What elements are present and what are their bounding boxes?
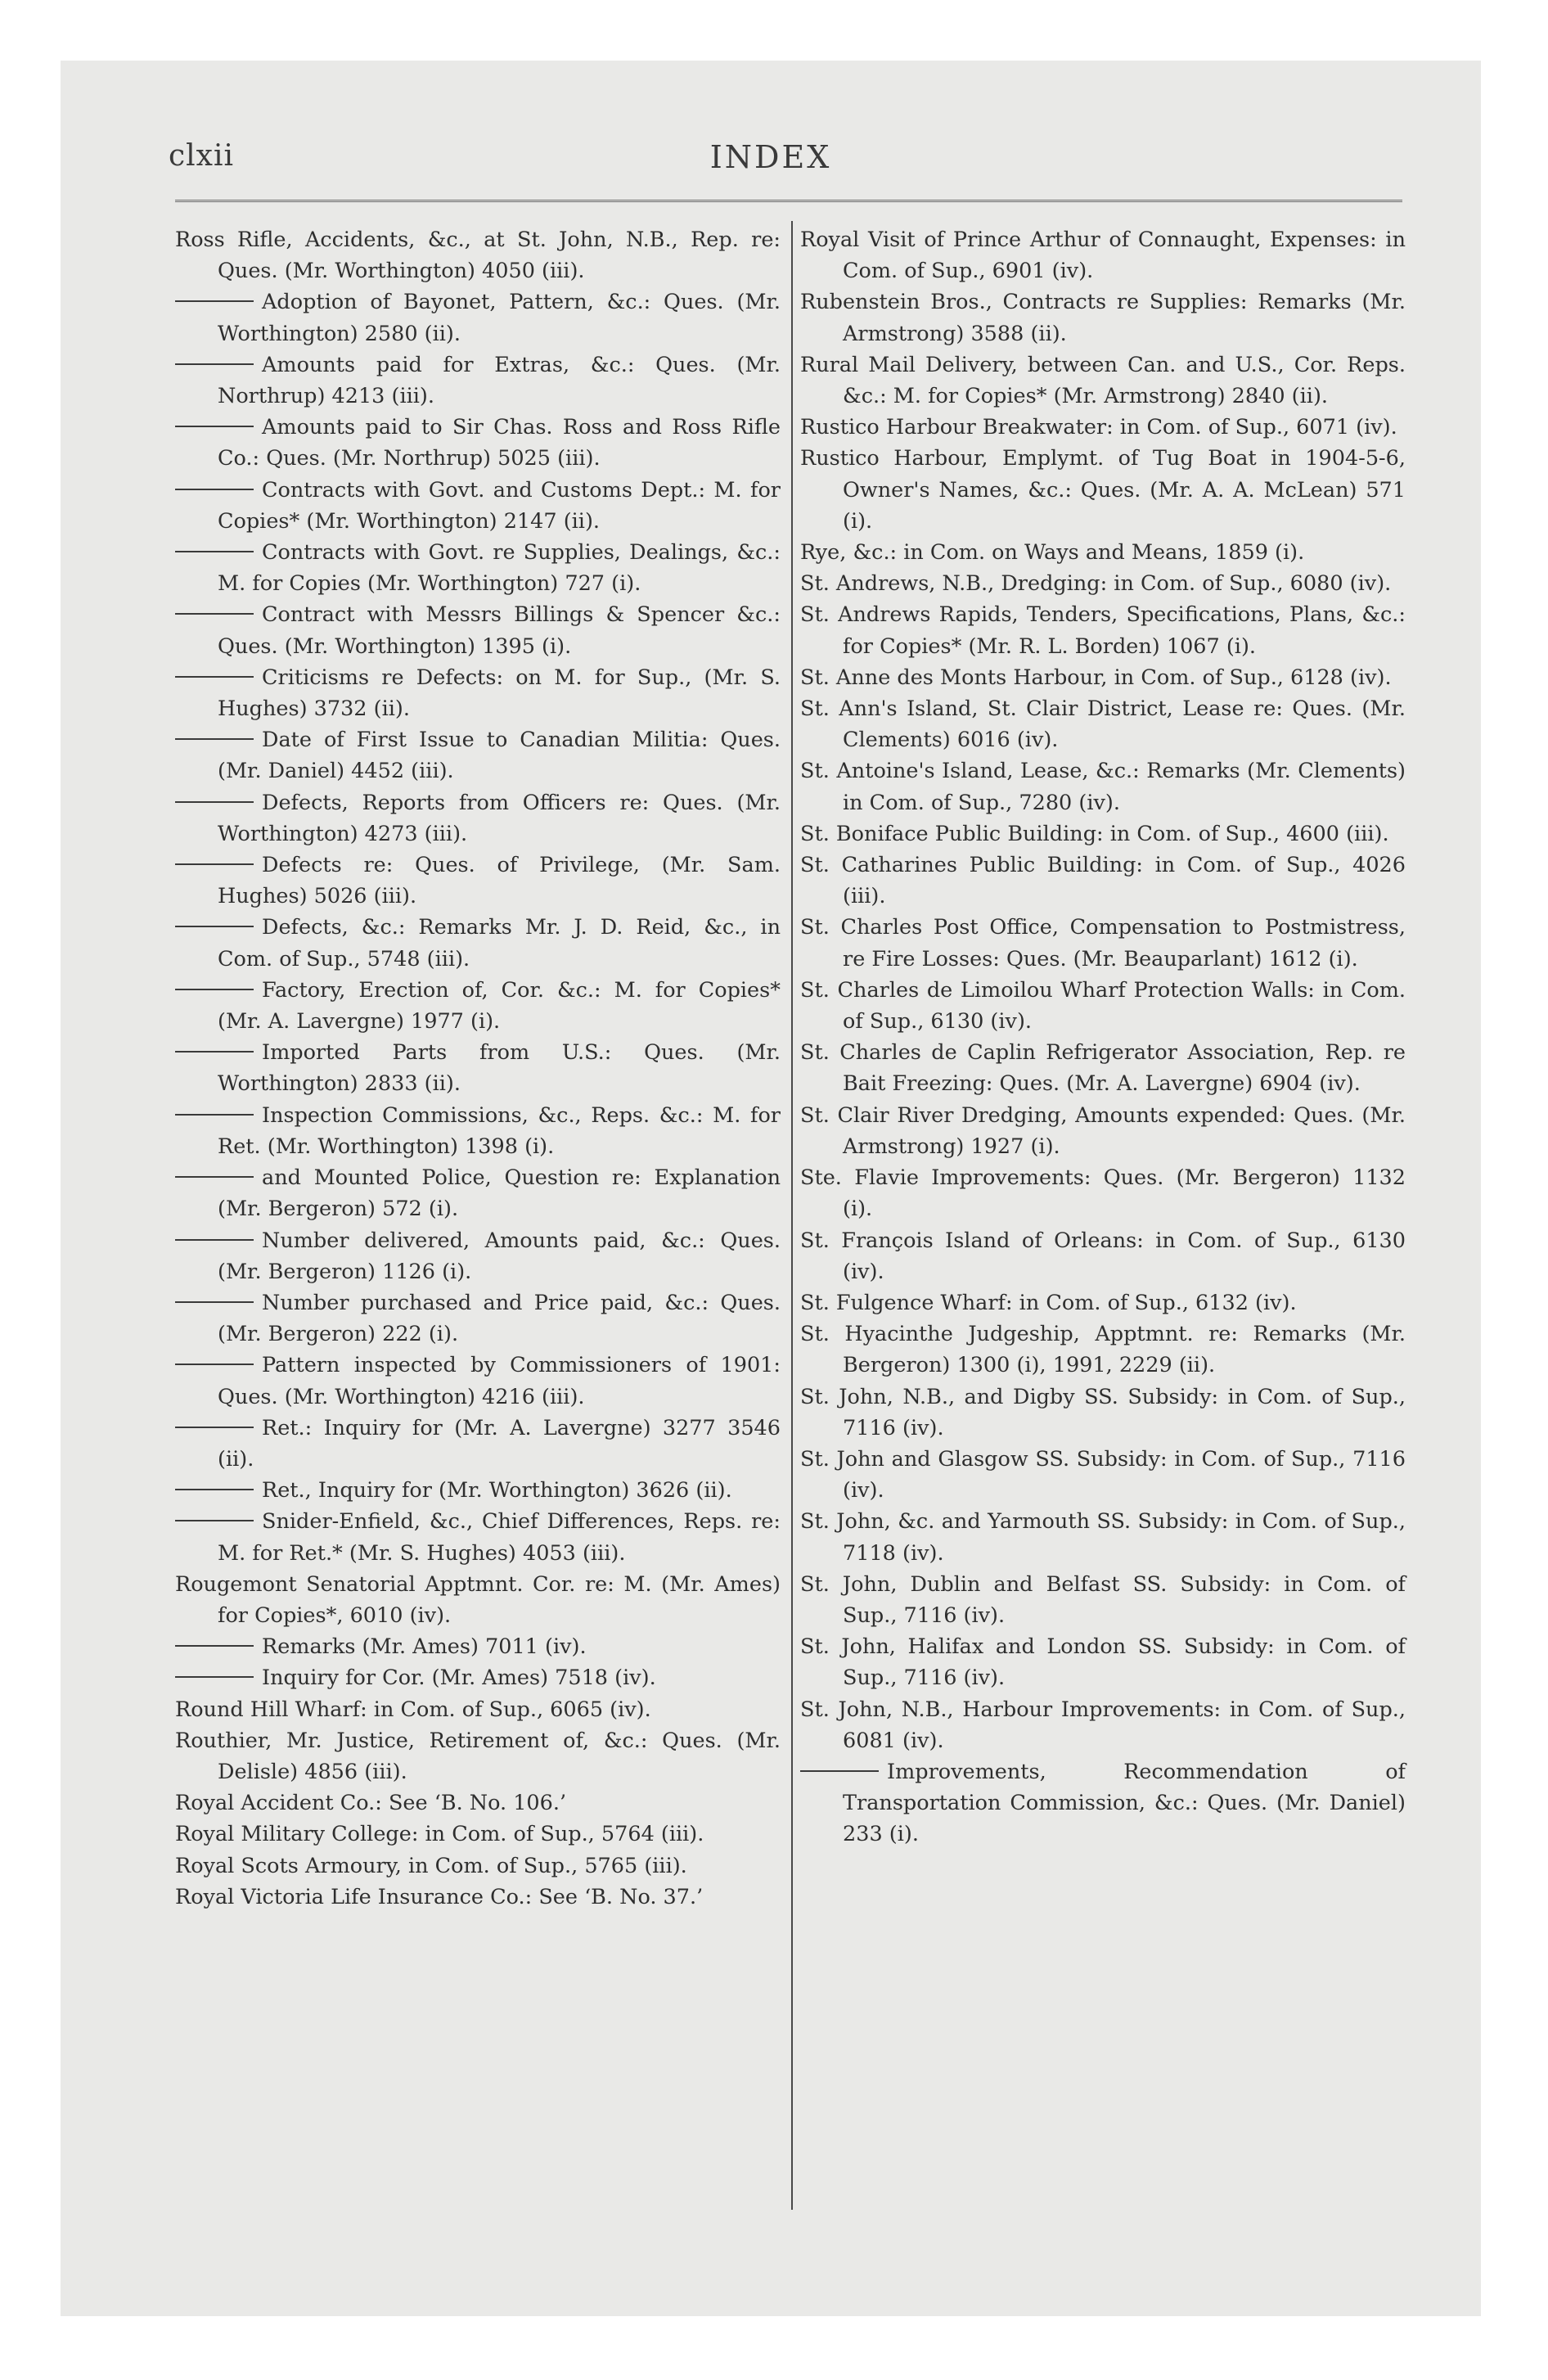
index-entry: St. Fulgence Wharf: in Com. of Sup., 6132 (iv). bbox=[800, 1290, 1297, 1315]
index-subentry: Defects re: Ques. of Privilege, (Mr. Sam. Hughes) 5026 (iii). bbox=[175, 850, 781, 912]
index-subentry: and Mounted Police, Question re: Explanation (Mr. Bergeron) 572 (i). bbox=[175, 1162, 781, 1224]
index-entry: Royal Victoria Life Insurance Co.: See ‘B. No. 37.’ bbox=[175, 1884, 704, 1909]
page-number: clxii bbox=[169, 139, 235, 173]
index-entry: St. John, Dublin and Belfast SS. Subsidy: in Com. of Sup., 7116 (iv). bbox=[800, 1571, 1406, 1628]
index-subentry: Contracts with Govt. and Customs Dept.: M. for Copies* (Mr. Worthington) 2147 (ii). bbox=[175, 475, 781, 537]
index-entry: St. Charles de Limoilou Wharf Protection Walls: in Com. of Sup., 6130 (iv). bbox=[800, 977, 1406, 1034]
index-subentry: Adoption of Bayonet, Pattern, &c.: Ques. (Mr. Worthington) 2580 (ii). bbox=[175, 286, 781, 349]
header-rule bbox=[175, 200, 1402, 204]
index-entry: Rye, &c.: in Com. on Ways and Means, 1859 (i). bbox=[800, 540, 1305, 566]
index-subentry: Amounts paid for Extras, &c.: Ques. (Mr. Northrup) 4213 (iii). bbox=[175, 349, 781, 412]
index-subentry: Factory, Erection of, Cor. &c.: M. for Copies* (Mr. A. Lavergne) 1977 (i). bbox=[175, 975, 781, 1037]
index-entry: St. Ann's Island, St. Clair District, Lease re: Ques. (Mr. Clements) 6016 (iv). bbox=[800, 696, 1406, 753]
index-entry: Royal Scots Armoury, in Com. of Sup., 5765 (iii). bbox=[175, 1853, 687, 1878]
index-entry: St. Boniface Public Building: in Com. of Sup., 4600 (iii). bbox=[800, 821, 1389, 846]
index-subentry: Imported Parts from U.S.: Ques. (Mr. Worthington) 2833 (ii). bbox=[175, 1037, 781, 1099]
index-entry: St. Hyacinthe Judgeship, Apptmnt. re: Remarks (Mr. Bergeron) 1300 (i), 1991, 2229 (ii). bbox=[800, 1322, 1406, 1378]
index-subentry: Ret.: Inquiry for (Mr. A. Lavergne) 3277 3546 (ii). bbox=[175, 1413, 781, 1475]
index-entry: St. Andrews, N.B., Dredging: in Com. of Sup., 6080 (iv). bbox=[800, 571, 1392, 597]
index-entry: Rustico Harbour, Emplymt. of Tug Boat in 1904-5-6, Owner's Names, &c.: Ques. (Mr. A. A. McLean) 571 (i). bbox=[800, 446, 1406, 534]
index-entry: Rubenstein Bros., Contracts re Supplies: Remarks (Mr. Armstrong) 3588 (ii). bbox=[800, 290, 1406, 346]
index-entry: Rougemont Senatorial Apptmnt. Cor. re: M. (Mr. Ames) for Copies*, 6010 (iv). bbox=[175, 1571, 781, 1628]
index-entry: St. Charles Post Office, Compensation to Postmistress, re Fire Losses: Ques. (Mr. Beauparlant) 1612 (i). bbox=[800, 915, 1406, 971]
index-subentry: Inspection Commissions, &c., Reps. &c.: M. for Ret. (Mr. Worthington) 1398 (i). bbox=[175, 1100, 781, 1162]
index-entry: Ste. Flavie Improvements: Ques. (Mr. Bergeron) 1132 (i). bbox=[800, 1165, 1406, 1222]
index-entry: Rural Mail Delivery, between Can. and U.S., Cor. Reps. &c.: M. for Copies* (Mr. Armstrong) 2840 (ii). bbox=[800, 352, 1406, 409]
index-entry: Rustico Harbour Breakwater: in Com. of Sup., 6071 (iv). bbox=[800, 415, 1397, 440]
index-entry: Ross Rifle, Accidents, &c., at St. John, N.B., Rep. re: Ques. (Mr. Worthington) 4050 (iii). bbox=[175, 228, 781, 284]
index-entry: St. Clair River Dredging, Amounts expended: Ques. (Mr. Armstrong) 1927 (i). bbox=[800, 1102, 1406, 1159]
index-entry: St. Antoine's Island, Lease, &c.: Remarks (Mr. Clements) in Com. of Sup., 7280 (iv). bbox=[800, 759, 1406, 815]
index-subentry: Criticisms re Defects: on M. for Sup., (Mr. S. Hughes) 3732 (ii). bbox=[175, 662, 781, 724]
index-entry: Royal Visit of Prince Arthur of Connaught, Expenses: in Com. of Sup., 6901 (iv). bbox=[800, 228, 1406, 284]
index-entry: St. Charles de Caplin Refrigerator Association, Rep. re Bait Freezing: Ques. (Mr. A. Lavergne) 6904 (iv). bbox=[800, 1040, 1406, 1097]
index-entry: St. John, Halifax and London SS. Subsidy: in Com. of Sup., 7116 (iv). bbox=[800, 1634, 1406, 1691]
index-entry: St. Catharines Public Building: in Com. of Sup., 4026 (iii). bbox=[800, 853, 1406, 909]
index-entry: St. John, N.B., and Digby SS. Subsidy: in Com. of Sup., 7116 (iv). bbox=[800, 1384, 1406, 1440]
index-subentry: Remarks (Mr. Ames) 7011 (iv). bbox=[175, 1631, 781, 1662]
index-subentry: Snider-Enfield, &c., Chief Differences, Reps. re: M. for Ret.* (Mr. S. Hughes) 4053 (iii). bbox=[175, 1506, 781, 1568]
index-column-left bbox=[175, 224, 781, 1913]
index-subentry: Number delivered, Amounts paid, &c.: Ques. (Mr. Bergeron) 1126 (i). bbox=[175, 1225, 781, 1287]
index-entry: St. François Island of Orleans: in Com. of Sup., 6130 (iv). bbox=[800, 1228, 1406, 1284]
index-subentry: Contract with Messrs Billings & Spencer &c.: Ques. (Mr. Worthington) 1395 (i). bbox=[175, 599, 781, 661]
index-subentry: Improvements, Recommendation of Transportation Commission, &c.: Ques. (Mr. Daniel) 233 (i). bbox=[800, 1756, 1406, 1850]
index-entry: St. Andrews Rapids, Tenders, Specifications, Plans, &c.: for Copies* (Mr. R. L. Borden) 1067 (i). bbox=[800, 602, 1406, 659]
index-subentry: Defects, &c.: Remarks Mr. J. D. Reid, &c., in Com. of Sup., 5748 (iii). bbox=[175, 912, 781, 974]
index-subentry: Pattern inspected by Commissioners of 1901: Ques. (Mr. Worthington) 4216 (iii). bbox=[175, 1350, 781, 1412]
page-title: INDEX bbox=[709, 139, 832, 175]
index-subentry: Defects, Reports from Officers re: Ques. (Mr. Worthington) 4273 (iii). bbox=[175, 787, 781, 850]
scanned-page bbox=[61, 61, 1481, 2316]
index-subentry: Number purchased and Price paid, &c.: Ques. (Mr. Bergeron) 222 (i). bbox=[175, 1287, 781, 1350]
column-divider bbox=[791, 221, 793, 2210]
index-entry: Royal Accident Co.: See ‘B. No. 106.’ bbox=[175, 1791, 567, 1816]
index-subentry: Amounts paid to Sir Chas. Ross and Ross Rifle Co.: Ques. (Mr. Northrup) 5025 (iii). bbox=[175, 412, 781, 474]
index-entry: St. John and Glasgow SS. Subsidy: in Com. of Sup., 7116 (iv). bbox=[800, 1446, 1406, 1503]
index-subentry: Inquiry for Cor. (Mr. Ames) 7518 (iv). bbox=[175, 1662, 781, 1693]
index-entry: Round Hill Wharf: in Com. of Sup., 6065 (iv). bbox=[175, 1697, 651, 1722]
running-head bbox=[61, 139, 1481, 205]
index-entry: St. John, &c. and Yarmouth SS. Subsidy: in Com. of Sup., 7118 (iv). bbox=[800, 1509, 1406, 1566]
index-subentry: Ret., Inquiry for (Mr. Worthington) 3626 (ii). bbox=[175, 1475, 781, 1506]
index-subentry: Date of First Issue to Canadian Militia: Ques. (Mr. Daniel) 4452 (iii). bbox=[175, 724, 781, 787]
index-entry: St. John, N.B., Harbour Improvements: in Com. of Sup., 6081 (iv). bbox=[800, 1697, 1406, 1753]
index-subentry: Contracts with Govt. re Supplies, Dealings, &c.: M. for Copies (Mr. Worthington) 727 (i). bbox=[175, 537, 781, 599]
index-entry: Royal Military College: in Com. of Sup., 5764 (iii). bbox=[175, 1822, 704, 1847]
index-column-right bbox=[800, 224, 1406, 1850]
index-entry: St. Anne des Monts Harbour, in Com. of Sup., 6128 (iv). bbox=[800, 665, 1392, 690]
index-entry: Routhier, Mr. Justice, Retirement of, &c.: Ques. (Mr. Delisle) 4856 (iii). bbox=[175, 1728, 781, 1784]
